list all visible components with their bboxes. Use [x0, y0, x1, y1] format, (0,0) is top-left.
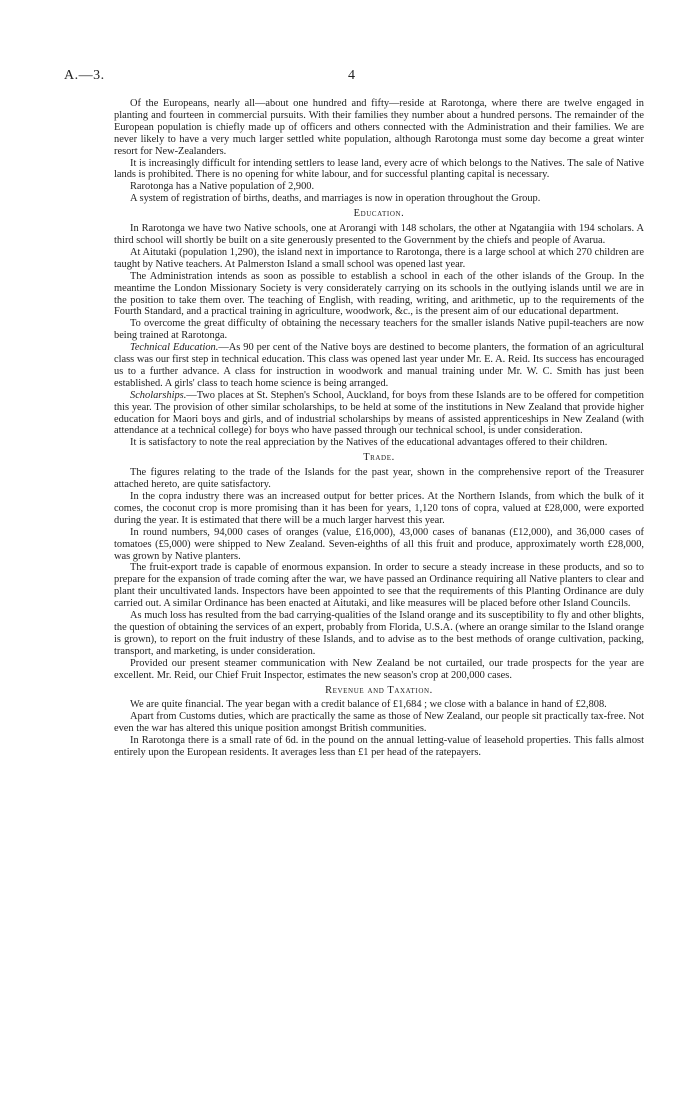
section-heading-education: Education.: [353, 208, 405, 220]
paragraph-aitutaki-school: At Aitutaki (population 1,290), the island next in importance to Rarotonga, there is a large school at which 270 children are taught by Native teachers. At Palmerston Island a small school was opened last year.: [114, 246, 644, 270]
section-heading-revenue: Revenue and Taxation.: [325, 684, 433, 696]
paragraph-fruit-shipments: In round numbers, 94,000 cases of oranges (value, £16,000), 43,000 cases of bananas (£12,000), and 36,000 cases of tomatoes (£5,000) were shipped to New Zealand. Seven-eighths of all this fruit and produce, approximately worth £28,000, was grown by Native planters.: [114, 526, 644, 562]
paragraph-customs: Apart from Customs duties, which are practically the same as those of New Zealand, our people sit practically tax-free. Not even the war has altered this unique position amongst British communities.: [114, 711, 644, 735]
paragraph-trade-figures: The figures relating to the trade of the Islands for the past year, shown in the comprehensive report of the Treasurer attached hereto, are quite satisfactory.: [114, 467, 644, 491]
technical-education-label: Technical Education.: [130, 342, 219, 354]
technical-education-text: —As 90 per cent of the Native boys are destined to become planters, the formation of an agricultural class was our first step in technical education. This class was opened last year under Mr. E. A. Reid. Its success has encouraged us to a further advance. A class for instruction in woodwork and manual training under Mr. W. C. Smith has just been established. A girls' class to teach home science is being arranged.: [114, 342, 644, 389]
paragraph-scholarships: [114, 390, 644, 438]
paragraph-native-population: Rarotonga has a Native population of 2,900.: [130, 181, 315, 193]
paragraph-registration: A system of registration of births, deaths, and marriages is now in operation throughout the Group.: [130, 193, 541, 205]
paragraph-financial: We are quite financial. The year began with a credit balance of £1,684 ; we close with a balance in hand of £2,808.: [130, 699, 607, 711]
scholarships-text: —Two places at St. Stephen's School, Auckland, for boys from these Islands are to be offered for competition this year. The provision of other similar scholarships, to be held at some of the institutions in New Zealand that provide higher education for Maori boys and girls, and of industrial scholarships by means of assisted apprenticeships in New Zealand (with attendance at a technical college) for boys who have passed through our technical school, is under consideration.: [114, 389, 644, 437]
paragraph-land-lease: It is increasingly difficult for intending settlers to lease land, every acre of which belongs to the Natives. The sale of Native lands is prohibited. There is no opening for white labour, and for successful planting capital is necessary.: [114, 157, 644, 181]
section-heading-trade: Trade.: [363, 452, 395, 464]
paragraph-pupil-teachers: To overcome the great difficulty of obtaining the necessary teachers for the smaller islands Native pupil-teachers are now being trained at Rarotonga.: [114, 318, 644, 342]
paragraph-education-closing: It is satisfactory to note the real appreciation by the Natives of the educational advantages offered to their children.: [130, 437, 608, 449]
document-reference: A.—3.: [64, 68, 105, 83]
paragraph-rates: In Rarotonga there is a small rate of 6d. in the pound on the annual letting-value of leasehold properties. This falls almost entirely upon the European residents. It averages less than £1 per head of the ratepayers.: [114, 735, 644, 759]
page-header: [64, 70, 644, 86]
paragraph-fruit-export: The fruit-export trade is capable of enormous expansion. In order to secure a steady increase in these products, and so to prepare for the expansion of trade coming after the war, we have passed an Ordinance requiring all Native planters to clear and plant their uncultivated lands. Inspectors have been appointed to see that the requirements of this Planting Ordinance are duly carried out. A similar Ordinance has been enacted at Aitutaki, and like measures will be placed before other Island Councils.: [114, 562, 644, 610]
paragraph-europeans: Of the Europeans, nearly all—about one hundred and fifty—reside at Rarotonga, where there are twelve engaged in planting and fourteen in commercial pursuits. With their families they number about a hundred persons. The remainder of the European population is chiefly made up of officers and others connected with the Administration and their families. We are never likely to have a very much larger settled white population, although Rarotonga must some day become a great winter resort for New-Zealanders.: [114, 98, 644, 157]
paragraph-orange-expert: As much loss has resulted from the bad carrying-qualities of the Island orange and its susceptibility to fly and other blights, the question of obtaining the services of an expert, probably from Florida, U.S.A. (where an orange similar to the Island orange is grown), to report on the fruit industry of these Islands, and to advise as to the best methods of orange cultivation, packing, transport, and marketing, is under consideration.: [114, 610, 644, 657]
paragraph-rarotonga-schools: In Rarotonga we have two Native schools, one at Arorangi with 148 scholars, the other at Ngatangiia with 194 scholars. A third school will shortly be built on a site generously presented to the Government by the chiefs and people of Avarua.: [114, 223, 644, 246]
paragraph-copra: In the copra industry there was an increased output for better prices. At the Northern Islands, from which the bulk of it comes, the coconut crop is more promising than it has been for years, 1,120 tons of copra, valued at £28,000, were exported during the year. It is estimated that there will be a much larger harvest this year.: [114, 491, 644, 526]
page-body: [114, 98, 644, 759]
paragraph-administration-schools: The Administration intends as soon as possible to establish a school in each of the other islands of the Group. In the meantime the London Missionary Society is very considerately carrying on its schools in the outlying islands until we are in the position to take them over. The teaching of English, with reading, writing, and arithmetic, up to the requirements of the Fourth Standard, and a practical training in agriculture, woodwork, &c., is the present aim of our educational department.: [114, 270, 644, 318]
scholarships-label: Scholarships.: [130, 389, 187, 401]
paragraph-trade-prospects: Provided our present steamer communication with New Zealand be not curtailed, our trade prospects for the year are excellent. Mr. Reid, our Chief Fruit Inspector, estimates the new season's crop at 200,000 cases.: [114, 657, 644, 681]
page-number: 4: [348, 68, 355, 83]
paragraph-technical-education: [114, 342, 644, 390]
